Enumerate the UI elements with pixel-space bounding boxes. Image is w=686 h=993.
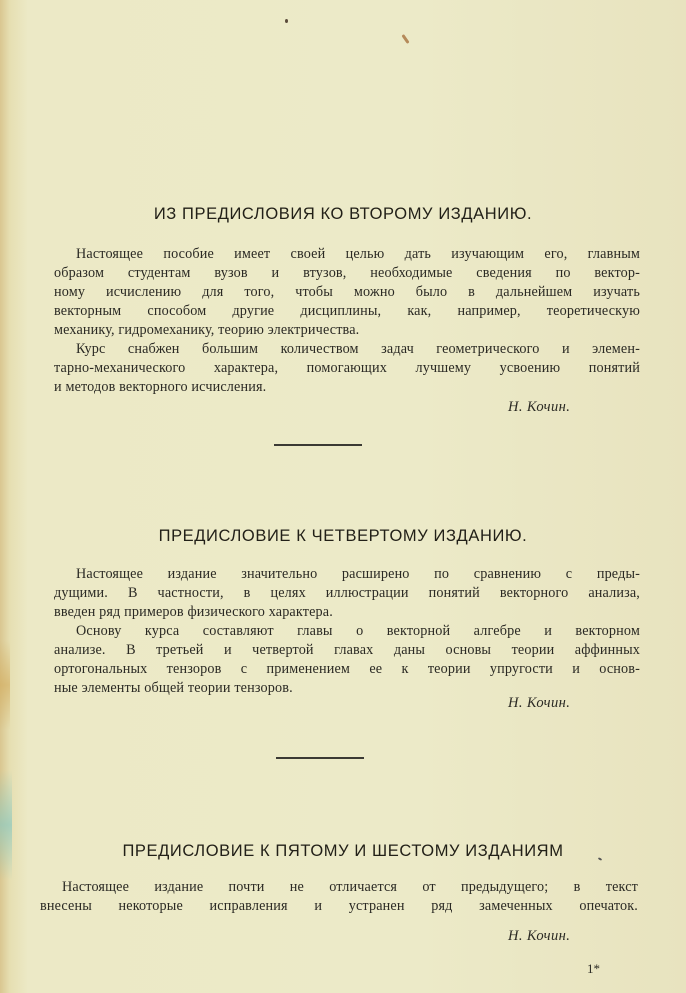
- page-number: 1*: [587, 961, 600, 976]
- paper-speck: [401, 34, 409, 44]
- section-title-second-edition: ИЗ ПРЕДИСЛОВИЯ КО ВТОРОМУ ИЗДАНИЮ.: [153, 205, 533, 223]
- text-line: введен ряд примеров физического характера.: [54, 604, 333, 620]
- text-line: образом студентам вузов и втузов, необходимые сведения по вектор-: [54, 265, 640, 281]
- text-line: анализе. В третьей и четвертой главах даны основы теории аффинных: [54, 642, 640, 658]
- signature: Н. Кочин.: [508, 928, 571, 944]
- text-line: Настоящее пособие имеет своей целью дать изучающим его, главным: [76, 246, 640, 262]
- text-line: тарно-механического характера, помогающих лучшему усвоению понятий: [54, 360, 640, 376]
- text-line: дущими. В частности, в целях иллюстрации понятий векторного анализа,: [54, 585, 640, 601]
- text-line: механику, гидромеханику, теорию электричества.: [54, 322, 360, 338]
- text-line: векторным способом другие дисциплины, как, например, теоретическую: [54, 303, 640, 319]
- text-line: ные элементы общей теории тензоров.: [54, 680, 293, 696]
- page-edge-stain: [0, 770, 12, 880]
- paragraph-second-edition-1: [54, 245, 640, 397]
- text-line: ортогональных тензоров с применением ее к теории упругости и основ-: [54, 661, 640, 677]
- section-divider: [276, 757, 364, 759]
- signature: Н. Кочин.: [508, 695, 571, 711]
- text-line: Настоящее издание значительно расширено по сравнению с преды-: [76, 566, 640, 582]
- page-edge-stain: [0, 640, 10, 730]
- paper-speck: [285, 19, 288, 23]
- signature: Н. Кочин.: [508, 399, 571, 415]
- text-line: внесены некоторые исправления и устранен ряд замеченных опечаток.: [40, 898, 638, 914]
- text-line: Основу курса составляют главы о векторной алгебре и векторном: [76, 623, 640, 639]
- text-line: и методов векторного исчисления.: [54, 379, 267, 395]
- text-line: ному исчислению для того, чтобы можно было в дальнейшем изучать: [54, 284, 640, 300]
- section-divider: [274, 444, 362, 446]
- text-line: Курс снабжен большим количеством задач геометрического и элемен-: [76, 341, 640, 357]
- paragraph-fourth-edition: [54, 565, 640, 698]
- section-title-fourth-edition: ПРЕДИСЛОВИЕ К ЧЕТВЕРТОМУ ИЗДАНИЮ.: [158, 527, 528, 545]
- section-title-fifth-sixth-editions: ПРЕДИСЛОВИЕ К ПЯТОМУ И ШЕСТОМУ ИЗДАНИЯМ: [122, 842, 564, 860]
- paragraph-fifth-sixth-editions: [40, 878, 638, 916]
- text-line: Настоящее издание почти не отличается от предыдущего; в текст: [62, 879, 638, 895]
